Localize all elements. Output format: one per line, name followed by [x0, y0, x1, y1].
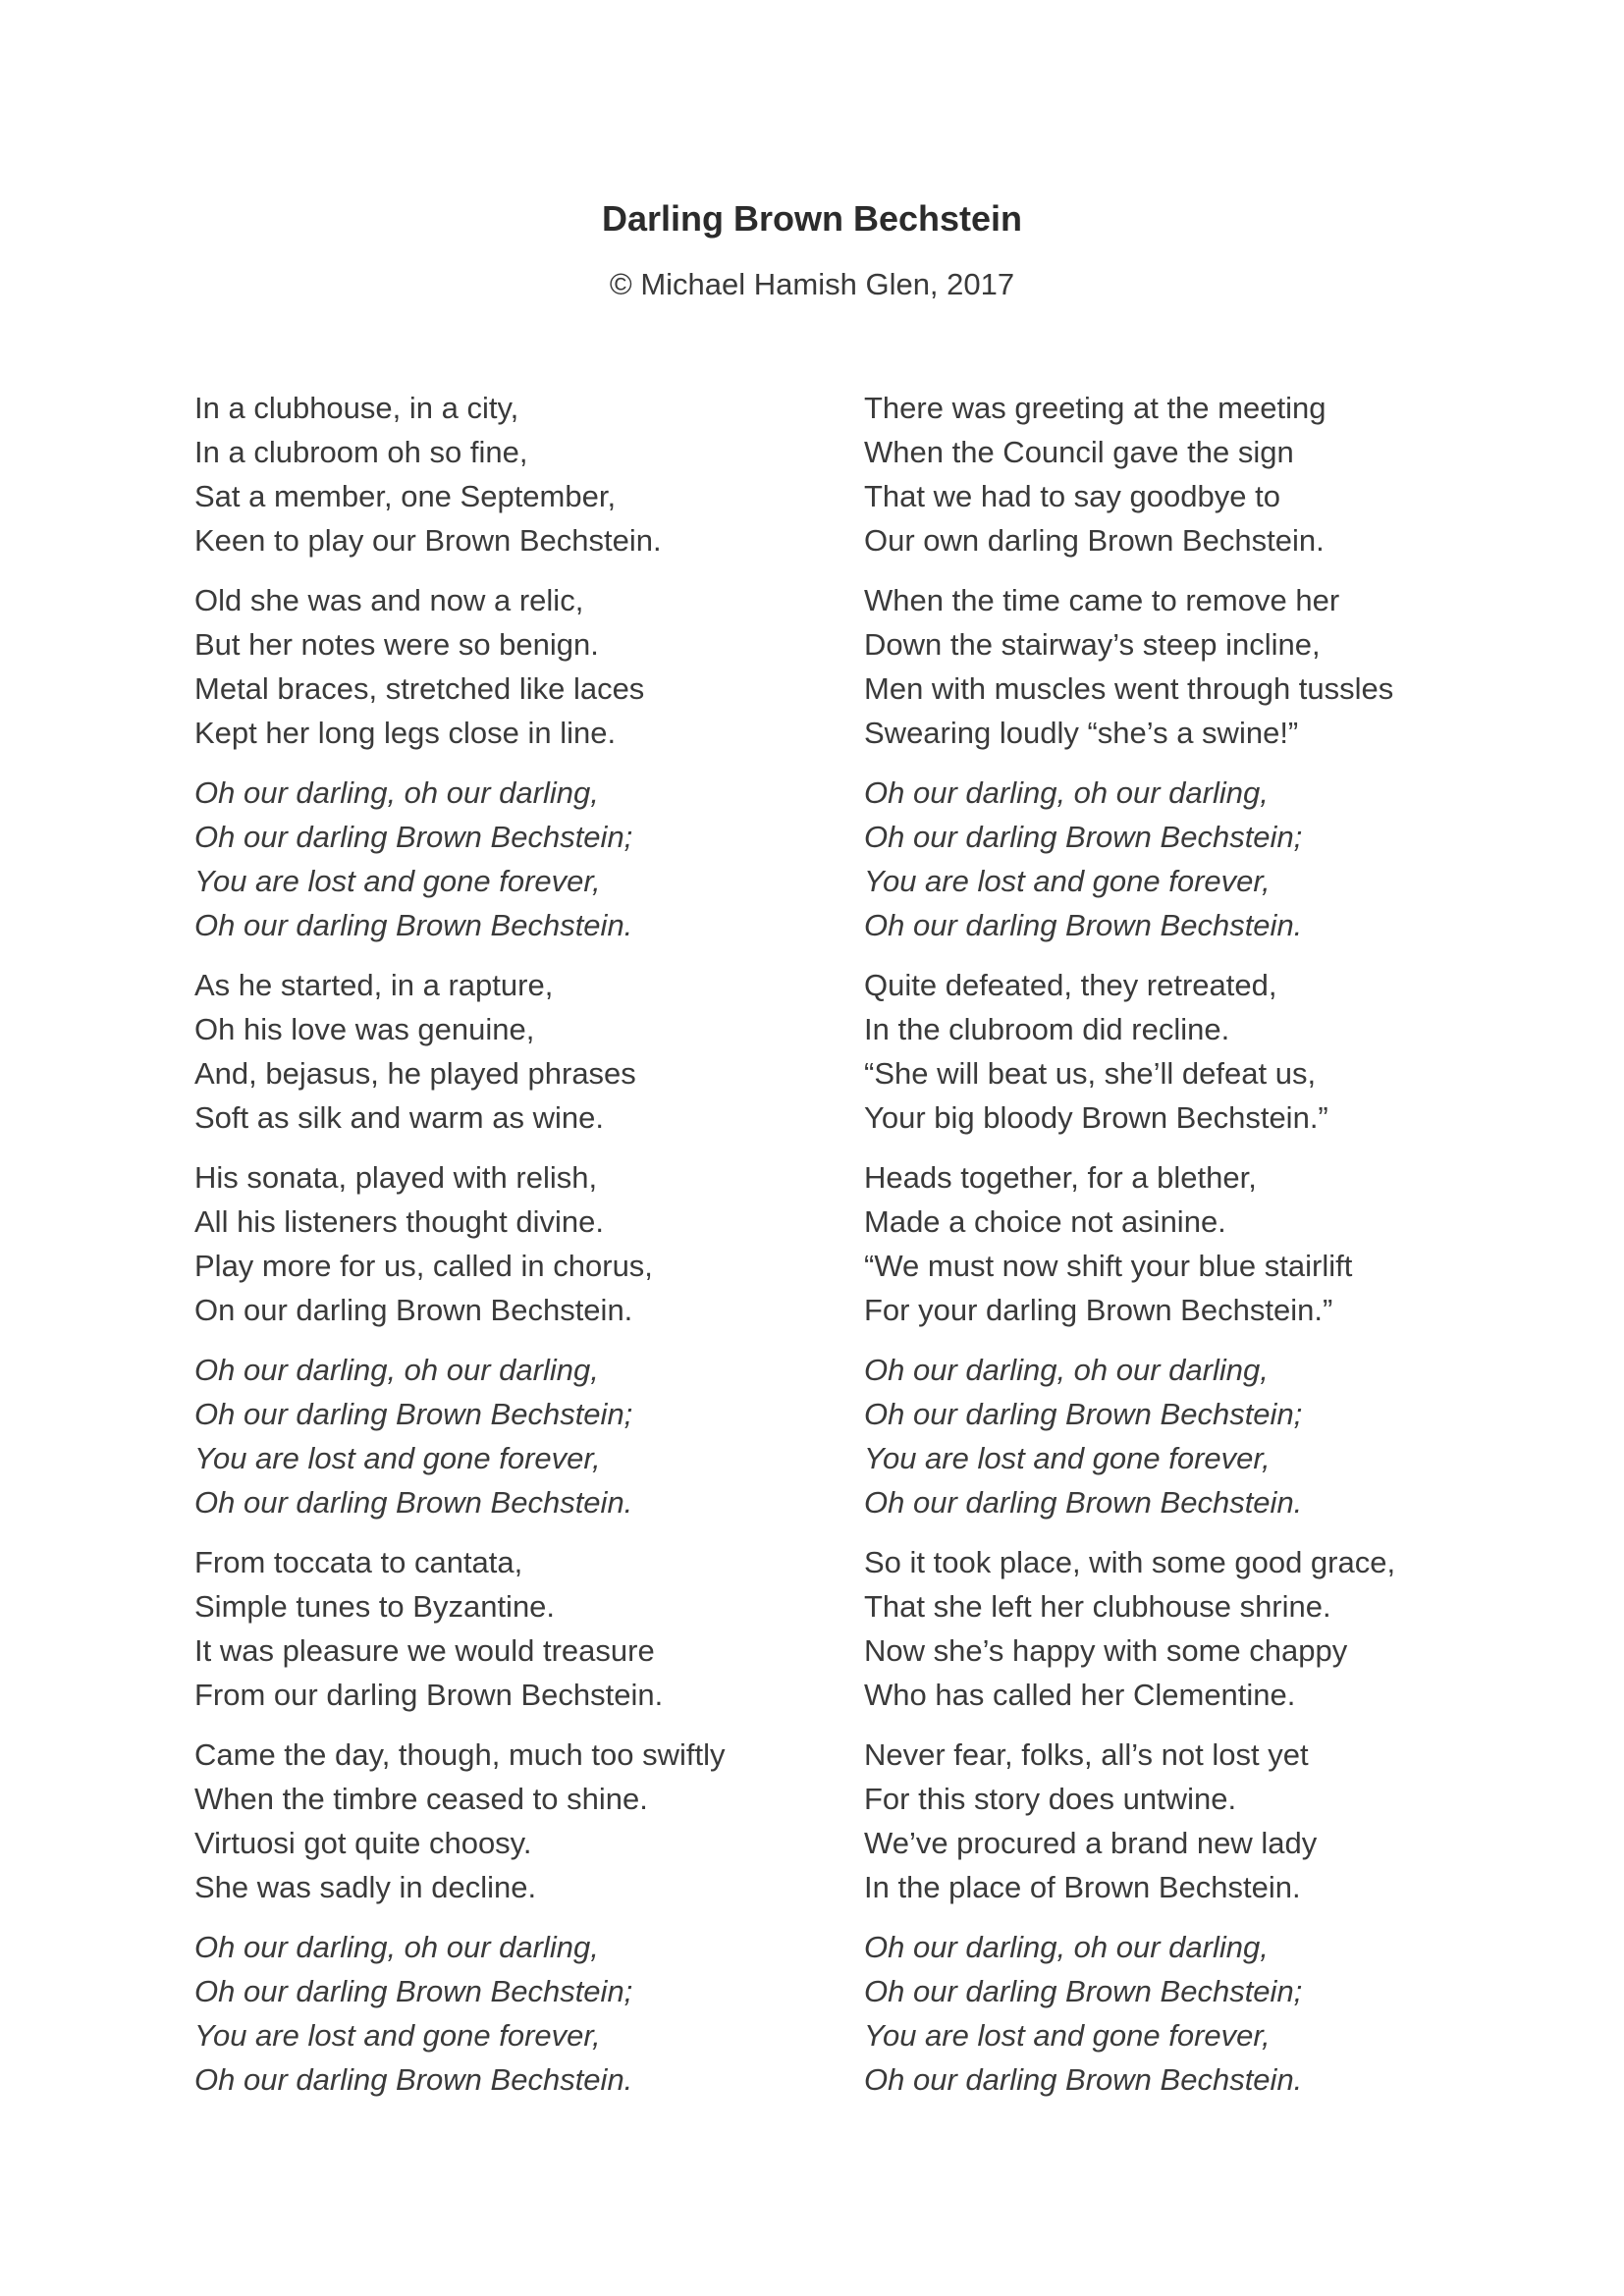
poem-line: Oh our darling Brown Bechstein.	[194, 2062, 633, 2097]
poem-line: You are lost and gone forever,	[864, 2018, 1271, 2053]
poem-line: It was pleasure we would treasure	[194, 1633, 655, 1668]
poem-line: Oh our darling Brown Bechstein;	[194, 1974, 633, 2008]
poem-line: Oh our darling Brown Bechstein.	[194, 908, 633, 942]
verse-stanza	[194, 1733, 725, 1909]
poem-line: Oh our darling, oh our darling,	[194, 775, 599, 810]
poem-line: In a clubhouse, in a city,	[194, 391, 519, 425]
poem-line: So it took place, with some good grace,	[864, 1545, 1396, 1579]
poem-line: Quite defeated, they retreated,	[864, 968, 1277, 1002]
poem-line: Oh our darling Brown Bechstein;	[194, 820, 633, 854]
verse-stanza	[194, 578, 725, 755]
poem-line: When the timbre ceased to shine.	[194, 1782, 648, 1816]
poem-line: His sonata, played with relish,	[194, 1160, 598, 1195]
poem-line: Oh our darling, oh our darling,	[194, 1353, 599, 1387]
verse-stanza	[864, 1540, 1395, 1717]
verse-stanza	[864, 386, 1395, 562]
poem-line: For your darling Brown Bechstein.”	[864, 1293, 1333, 1327]
poem-line: From toccata to cantata,	[194, 1545, 523, 1579]
poem-line: Oh our darling Brown Bechstein;	[864, 1397, 1303, 1431]
verse-stanza	[864, 963, 1395, 1140]
poem-line: She was sadly in decline.	[194, 1870, 537, 1904]
poem-line: You are lost and gone forever,	[864, 864, 1271, 898]
poem-line: Oh our darling Brown Bechstein;	[864, 1974, 1303, 2008]
poem-title: Darling Brown Bechstein	[601, 198, 1023, 239]
poem-line: Made a choice not asinine.	[864, 1204, 1226, 1239]
poem-line: Who has called her Clementine.	[864, 1678, 1296, 1712]
poem-line: Never fear, folks, all’s not lost yet	[864, 1737, 1309, 1772]
poem-line: Oh our darling Brown Bechstein.	[864, 2062, 1303, 2097]
poem-line: Oh his love was genuine,	[194, 1012, 535, 1046]
poem-line: Oh our darling Brown Bechstein;	[194, 1397, 633, 1431]
poem-line: Oh our darling, oh our darling,	[864, 775, 1269, 810]
poem-line: In a clubroom oh so fine,	[194, 435, 528, 469]
chorus-stanza	[864, 1348, 1395, 1524]
poem-line: Soft as silk and warm as wine.	[194, 1100, 604, 1135]
verse-stanza	[864, 1155, 1395, 1332]
poem-line: Play more for us, called in chorus,	[194, 1249, 653, 1283]
poem-line: Heads together, for a blether,	[864, 1160, 1257, 1195]
poem-line: When the Council gave the sign	[864, 435, 1294, 469]
verse-stanza	[864, 578, 1395, 755]
chorus-stanza	[194, 771, 725, 947]
poem-line: Oh our darling, oh our darling,	[864, 1353, 1269, 1387]
verse-stanza	[194, 963, 725, 1140]
poem-line: Oh our darling Brown Bechstein.	[194, 1485, 633, 1520]
poem-line: And, bejasus, he played phrases	[194, 1056, 636, 1091]
poem-line: Your big bloody Brown Bechstein.”	[864, 1100, 1328, 1135]
poem-line: When the time came to remove her	[864, 583, 1340, 617]
poem-line: Oh our darling Brown Bechstein;	[864, 820, 1303, 854]
poem-line: Oh our darling Brown Bechstein.	[864, 1485, 1303, 1520]
poem-line: In the place of Brown Bechstein.	[864, 1870, 1301, 1904]
poem-line: Old she was and now a relic,	[194, 583, 584, 617]
poem-line: In the clubroom did recline.	[864, 1012, 1230, 1046]
poem-line: Oh our darling Brown Bechstein.	[864, 908, 1303, 942]
poem-line: Virtuosi got quite choosy.	[194, 1826, 532, 1860]
verse-stanza	[194, 386, 725, 562]
poem-line: “She will beat us, she’ll defeat us,	[864, 1056, 1317, 1091]
poem-line: You are lost and gone forever,	[864, 1441, 1271, 1475]
verse-stanza	[194, 1540, 725, 1717]
chorus-stanza	[864, 771, 1395, 947]
poem-line: But her notes were so benign.	[194, 627, 599, 662]
poem-line: There was greeting at the meeting	[864, 391, 1326, 425]
poem-line: Now she’s happy with some chappy	[864, 1633, 1348, 1668]
poem-line: That we had to say goodbye to	[864, 479, 1280, 513]
poem-line: Our own darling Brown Bechstein.	[864, 523, 1325, 558]
left-column	[194, 386, 725, 2117]
poem-line: Came the day, though, much too swiftly	[194, 1737, 726, 1772]
poem-line: For this story does untwine.	[864, 1782, 1237, 1816]
poem-line: Down the stairway’s steep incline,	[864, 627, 1321, 662]
poem-line: Oh our darling, oh our darling,	[194, 1930, 599, 1964]
poem-line: You are lost and gone forever,	[194, 1441, 601, 1475]
verse-stanza	[194, 1155, 725, 1332]
poem-line: That she left her clubhouse shrine.	[864, 1589, 1331, 1624]
poem-line: Keen to play our Brown Bechstein.	[194, 523, 662, 558]
poem-line: From our darling Brown Bechstein.	[194, 1678, 664, 1712]
poem-line: “We must now shift your blue stairlift	[864, 1249, 1353, 1283]
verse-stanza	[864, 1733, 1395, 1909]
right-column	[864, 386, 1395, 2117]
poem-line: As he started, in a rapture,	[194, 968, 554, 1002]
poem-line: Metal braces, stretched like laces	[194, 671, 645, 706]
chorus-stanza	[194, 1348, 725, 1524]
poem-line: Kept her long legs close in line.	[194, 716, 617, 750]
poem-line: Simple tunes to Byzantine.	[194, 1589, 556, 1624]
poem-line: Swearing loudly “she’s a swine!”	[864, 716, 1299, 750]
poem-line: We’ve procured a brand new lady	[864, 1826, 1318, 1860]
chorus-stanza	[864, 1925, 1395, 2102]
poem-line: Men with muscles went through tussles	[864, 671, 1394, 706]
poem-line: You are lost and gone forever,	[194, 864, 601, 898]
chorus-stanza	[194, 1925, 725, 2102]
poem-line: You are lost and gone forever,	[194, 2018, 601, 2053]
copyright-line: © Michael Hamish Glen, 2017	[609, 267, 1015, 301]
poem-line: Oh our darling, oh our darling,	[864, 1930, 1269, 1964]
poem-line: Sat a member, one September,	[194, 479, 617, 513]
poem-line: All his listeners thought divine.	[194, 1204, 605, 1239]
poem-line: On our darling Brown Bechstein.	[194, 1293, 633, 1327]
